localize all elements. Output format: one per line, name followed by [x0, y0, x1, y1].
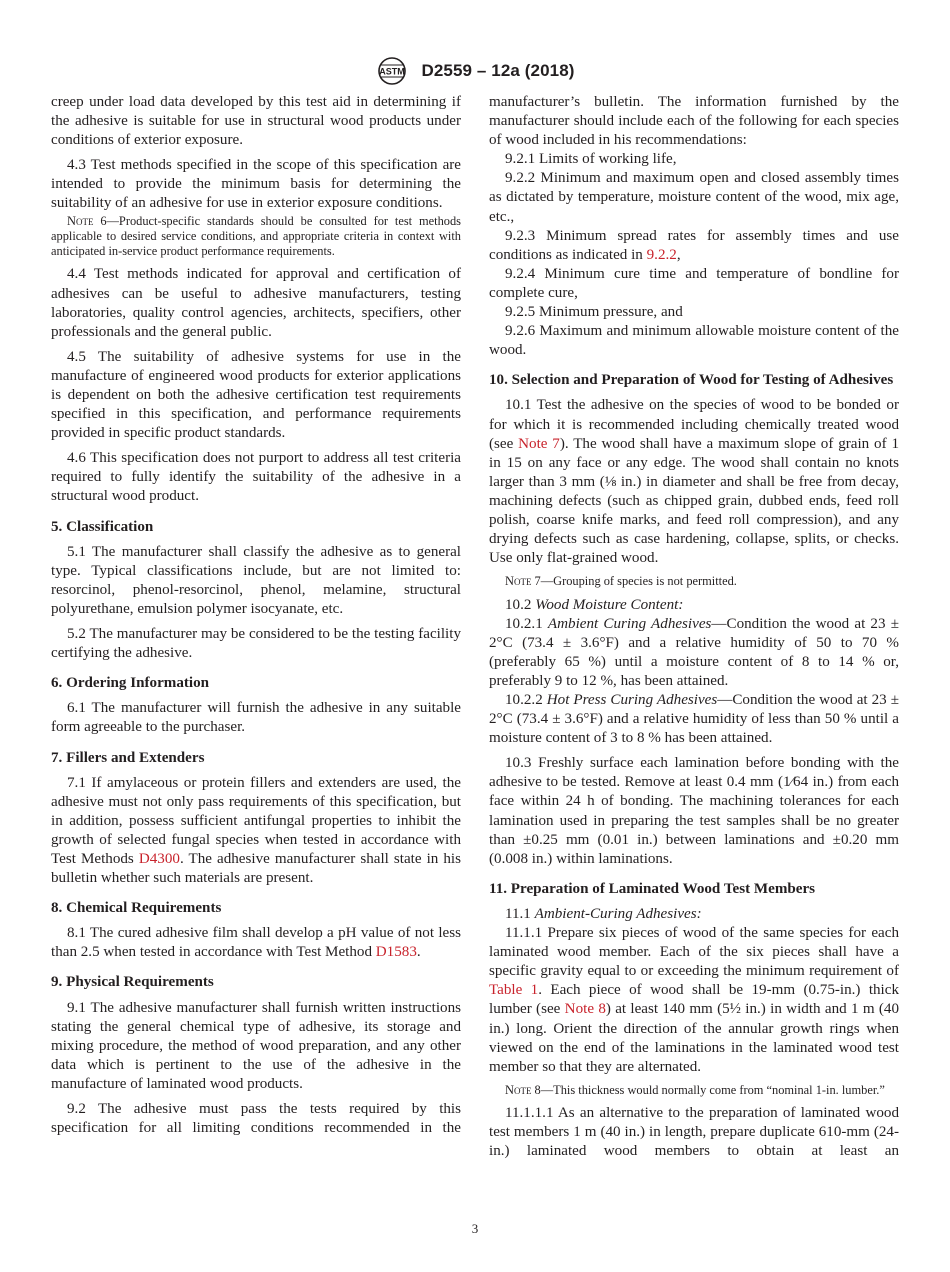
paragraph-11-1 [489, 905, 899, 924]
astm-logo-icon [375, 56, 409, 86]
paragraph-4-5: 4.5 The suitability of adhesive systems for use in the manufacture of engineered wood products for exterior applications is dependent on both the adhesive certification test requirements specified in this specification, and performance requirements provided in specific product standards. [51, 348, 461, 442]
paragraph-10-2-2-text: —Condition the wood at 23 ± 2°C (73.4 ± 3.6°F) and a relative humidity of less than 50 % until a moisture content of 3 to 8 % has been attained. [489, 692, 899, 747]
paragraph-9-2-5: 9.2.5 Minimum pressure, and [505, 304, 683, 321]
paragraph-11-1-1-text-mid: . Each piece of wood shall be 19-mm (0.75-in.) thick lumber (see [489, 982, 899, 1018]
paragraph-10-2-1-text: —Condition the wood at 23 ± 2°C (73.4 ± 3.6°F) and a relative humidity of 50 to 70 % (preferably 65 %) until a moisture content of 8 to 14 % or, preferably 9 to 12 %, has been attained. [489, 615, 899, 689]
paragraph-9-1: 9.1 The adhesive manufacturer shall furnish written instructions stating the general chemical type of adhesive, its storage and mixing procedure, the method of wood preparation, and any other data which is pertinent to the use of the adhesive in the manufacture of laminated wood products. [51, 999, 461, 1092]
paragraph-7-1-text-end: . The adhesive manufacturer shall state in his bulletin whether such materials are present. [51, 850, 461, 887]
link-note-7[interactable]: Note 7 [518, 435, 560, 452]
paragraph-11-1-1-text: 11.1.1 Prepare six pieces of wood of the same species for each laminated wood member. Each of the six pieces shall have a specific gravity equal to or exceeding the minimum requirement of [489, 925, 899, 980]
paragraph-9-2-3-text-end: , [676, 246, 681, 263]
note-8-label: Note 8 [505, 1082, 541, 1097]
section-heading-7: 7. Fillers and Extenders [51, 749, 205, 766]
paragraph-5-1: 5.1 The manufacturer shall classify the adhesive as to general type. Typical classifications include, but are not limited to: resorcinol, phenol-resorcinol, phenol, melamine, structural polyurethane, emulsion polymer isocyanate, etc. [51, 543, 461, 617]
paragraph-8-1-text-end: . [416, 944, 421, 961]
paragraph-9-2: 9.2 The adhesive must pass the tests required by this specification for all limiting conditions recommended in the [51, 1101, 461, 1137]
note-8-text: —This thickness would normally come from “nominal 1-in. lumber.” [540, 1082, 885, 1097]
section-heading-10: 10. Selection and Preparation of Wood for Testing of Adhesives [489, 372, 894, 389]
paragraph-11-1-1-text-end: ) at least 140 mm (5½ in.) in width and 1 m (40 in.) long. Orient the direction of the annular growth rings when viewed on the end of the laminations in the laminated wood test member so that they are alternated. [489, 1001, 899, 1075]
paragraph-9-2-4: 9.2.4 Minimum cure time and temperature of bondline for complete cure, [489, 265, 899, 301]
note-6-label: Note 6 [67, 213, 107, 228]
paragraph-10-2-2-title: Hot Press Curing Adhesives [546, 692, 718, 709]
paragraph-11-1-number: 11.1 [505, 905, 531, 922]
link-note-8[interactable]: Note 8 [564, 1001, 606, 1018]
paragraph-4-3: 4.3 Test methods specified in the scope of this specification are intended to provide the minimum basis for determining the suitability of an adhesive for use in exterior exposure conditions. [51, 157, 461, 212]
note-6 [51, 214, 461, 260]
link-d1583[interactable]: D1583 [375, 944, 417, 961]
paragraph-8-1 [51, 924, 461, 962]
paragraph-11-1-1 [489, 924, 899, 1077]
note-7-label: Note 7 [505, 574, 541, 589]
paragraph-10-2-1 [489, 615, 899, 691]
paragraph-9-2-2: 9.2.2 Minimum and maximum open and closed assembly times as dictated by temperature, moisture content of the wood, mix age, etc., [489, 170, 899, 225]
paragraph-9-2-1: 9.2.1 Limits of working life, [505, 151, 677, 168]
paragraph-10-1 [489, 396, 899, 568]
paragraph-8-1-text: 8.1 The cured adhesive film shall develop a pH value of not less than 2.5 when tested in accordance with Test Method [51, 925, 461, 961]
paragraph-10-3: 10.3 Freshly surface each lamination before bonding with the adhesive to be tested. Remove at least 0.4 mm (1⁄64 in.) from each face within 24 h of bonding. The machining tolerances for each lamination used in preparing the test samples shall be no greater than ±0.25 mm (0.01 in.) between laminations and ±0.20 mm (0.008 in.) within laminations. [489, 755, 899, 867]
paragraph-7-1-text: 7.1 If amylaceous or protein fillers and extenders are used, the adhesive must not only pass requirements of this specification, but in addition, possess sufficient antifungal properties to inhibit the growth of selected fungal species when tested in accordance with Test Methods [51, 774, 461, 867]
link-d4300[interactable]: D4300 [138, 850, 180, 867]
section-heading-5: 5. Classification [51, 518, 154, 535]
paragraph-10-2-title: Wood Moisture Content: [535, 596, 684, 613]
paragraph-9-2-continued: manufacturer’s bulletin. The information furnished by the manufacturer should include each of the following for each species of wood included in his recommendations: [489, 94, 899, 149]
paragraph-6-1: 6.1 The manufacturer will furnish the adhesive in any suitable form agreeable to the purchaser. [51, 700, 461, 736]
note-8 [489, 1083, 899, 1098]
paragraph-4-2-continued: creep under load data developed by this test aid in determining if the adhesive is suitable for use in structural wood products under conditions of exterior exposure. [51, 94, 461, 149]
paragraph-10-2 [489, 596, 899, 615]
link-9-2-2[interactable]: 9.2.2 [646, 246, 677, 263]
right-column [489, 93, 899, 1161]
paragraph-5-2: 5.2 The manufacturer may be considered to be the testing facility certifying the adhesive. [51, 626, 461, 662]
paragraph-10-2-2 [489, 691, 899, 748]
paragraph-11-1-1-1: 11.1.1.1 As an alternative to the preparation of laminated wood test members 1 m (40 in.) in length, prepare duplicate 610-mm (24-in.) laminated wood members to obtain at least an [489, 1105, 899, 1160]
paragraph-10-2-number: 10.2 [505, 596, 532, 613]
paragraph-10-2-2-number: 10.2.2 [505, 692, 543, 709]
section-heading-11: 11. Preparation of Laminated Wood Test Members [489, 880, 816, 897]
page-number: 3 [471, 1221, 479, 1236]
paragraph-10-2-1-number: 10.2.1 [505, 615, 543, 632]
section-heading-8: 8. Chemical Requirements [51, 900, 222, 917]
svg-text:ASTM: ASTM [379, 66, 406, 77]
paragraph-4-6: 4.6 This specification does not purport to address all test criteria required to fully identify the suitability of the adhesive in a structural wood product. [51, 450, 461, 505]
note-7 [489, 574, 899, 589]
note-7-text: —Grouping of species is not permitted. [540, 574, 737, 589]
link-table-1[interactable]: Table 1 [489, 982, 539, 999]
note-6-text: —Product-specific standards should be consulted for test methods applicable to desired service conditions, and appropriate criteria in context with anticipated in-service product performance requirements. [51, 213, 461, 259]
paragraph-10-1-text-end: ). The wood shall have a maximum slope of grain of 1 in 15 on any face or any edge. The wood shall contain no knots larger than 3 mm (⅛ in.) in diameter and shall be free from decay, machining defects (such as chipped grain, dubbed ends, feed roll polish, coarse knife marks, and feed roll compression), and any drying defects such as case hardening, collapse, splits, or checks. Use only flat-grained wood. [489, 435, 899, 567]
paragraph-9-2-6: 9.2.6 Maximum and minimum allowable moisture content of the wood. [489, 323, 899, 359]
page-header [0, 56, 950, 86]
paragraph-4-4: 4.4 Test methods indicated for approval and certification of adhesives can be useful to adhesive manufacturers, testing laboratories, quality control agencies, architects, specifiers, other professionals and the general public. [51, 266, 461, 340]
section-heading-9: 9. Physical Requirements [51, 974, 214, 991]
paragraph-10-1-text: 10.1 Test the adhesive on the species of wood to be bonded or for which it is recommended including chemically treated wood (see [489, 397, 899, 452]
document-designation: D2559 – 12a (2018) [421, 61, 575, 80]
section-heading-6: 6. Ordering Information [51, 675, 210, 692]
paragraph-10-2-1-title: Ambient Curing Adhesives [547, 615, 712, 632]
paragraph-11-1-title: Ambient-Curing Adhesives: [534, 905, 702, 922]
paragraph-9-2-3-text: 9.2.3 Minimum spread rates for assembly times and use conditions as indicated in [489, 227, 899, 263]
left-column [51, 93, 461, 1138]
paragraph-7-1 [51, 774, 461, 889]
paragraph-9-2-3 [489, 227, 899, 265]
